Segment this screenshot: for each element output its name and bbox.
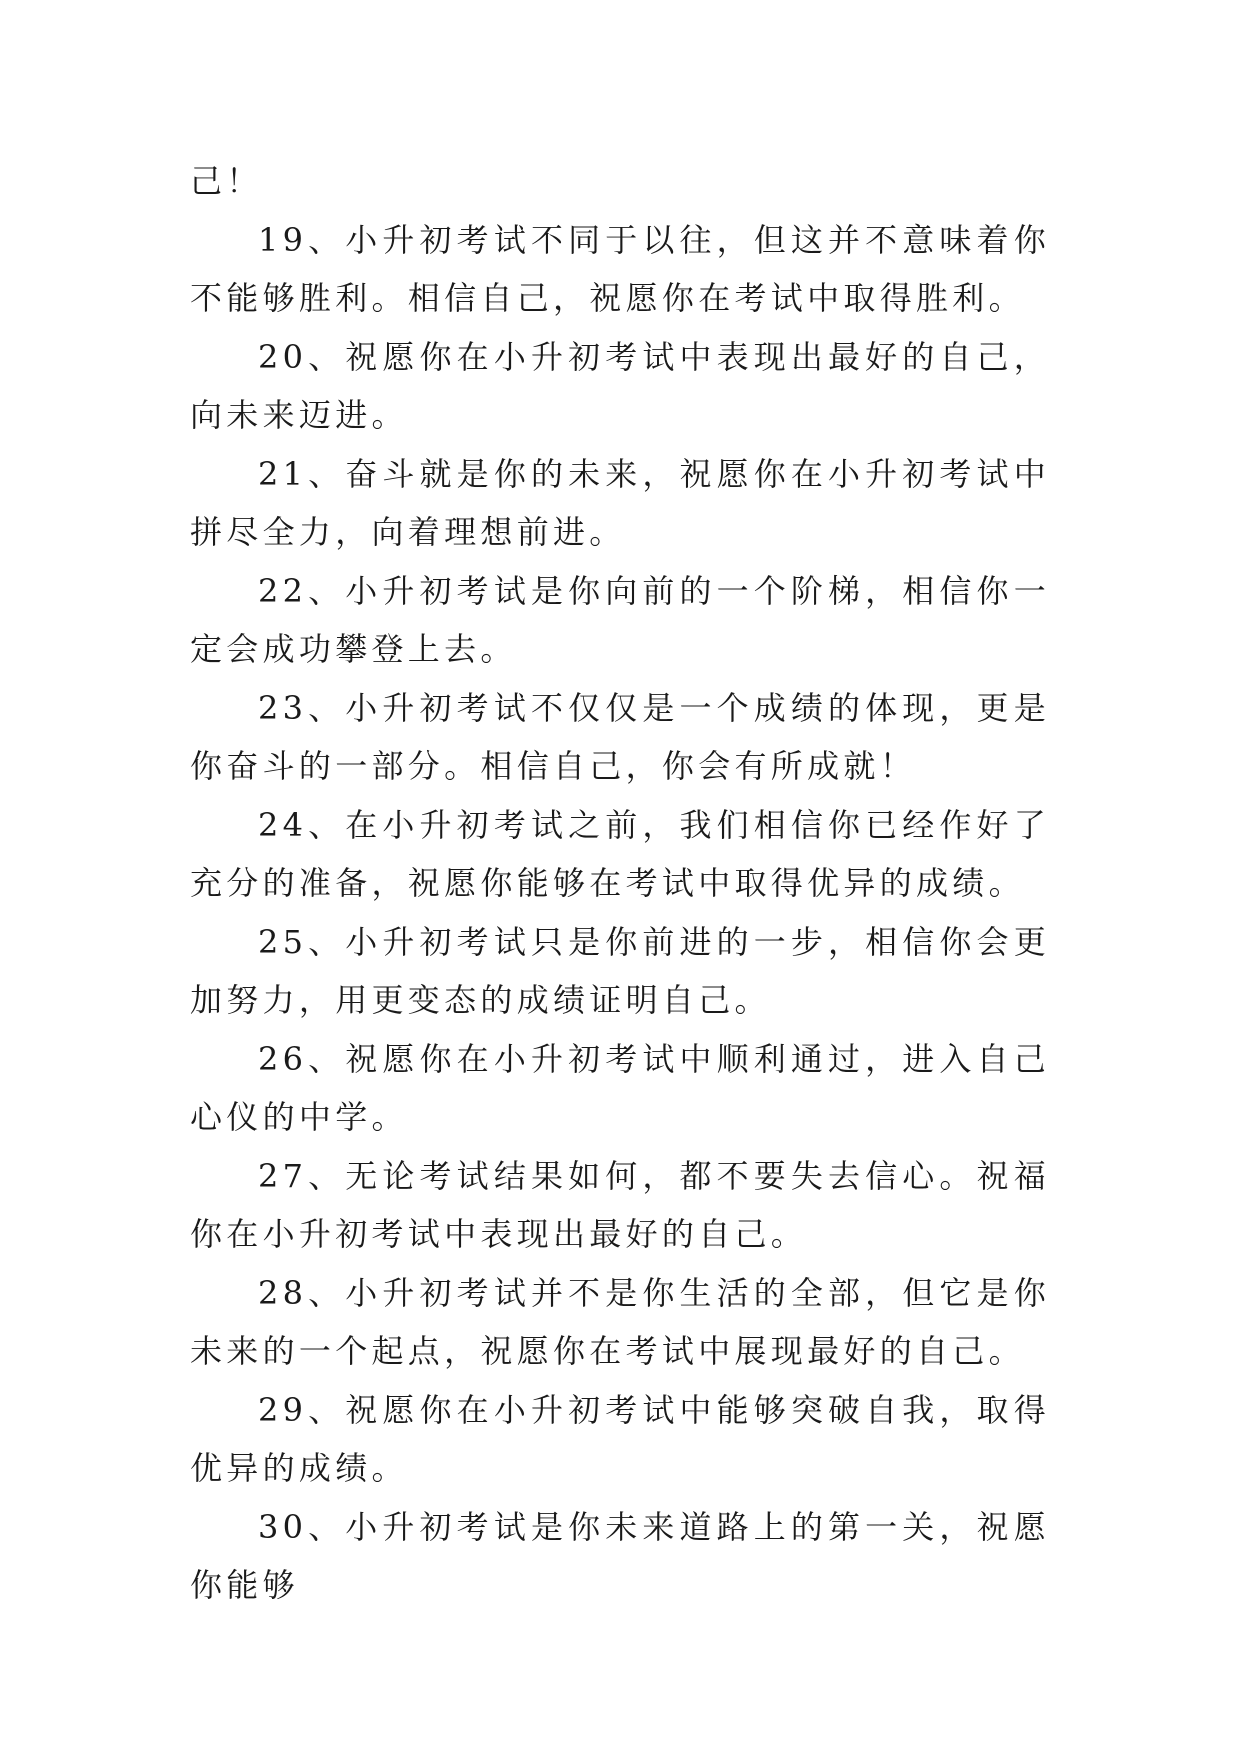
paragraph-24: 24、在小升初考试之前，我们相信你已经作好了充分的准备，祝愿你能够在考试中取得优异的成绩。 — [190, 805, 1050, 902]
paragraph-29: 29、祝愿你在小升初考试中能够突破自我，取得优异的成绩。 — [190, 1390, 1050, 1487]
paragraph-27: 27、无论考试结果如何，都不要失去信心。祝福你在小升初考试中表现出最好的自己。 — [190, 1156, 1050, 1253]
paragraph-20: 20、祝愿你在小升初考试中表现出最好的自己，向未来迈进。 — [190, 337, 1050, 434]
paragraph-21: 21、奋斗就是你的未来，祝愿你在小升初考试中拼尽全力，向着理想前进。 — [190, 454, 1050, 551]
document-body — [190, 152, 1050, 1615]
paragraph-30: 30、小升初考试是你未来道路上的第一关，祝愿你能够 — [190, 1507, 1050, 1604]
paragraph-26: 26、祝愿你在小升初考试中顺利通过，进入自己心仪的中学。 — [190, 1039, 1050, 1136]
paragraph-22: 22、小升初考试是你向前的一个阶梯，相信你一定会成功攀登上去。 — [190, 571, 1050, 668]
paragraph-25: 25、小升初考试只是你前进的一步，相信你会更加努力，用更变态的成绩证明自己。 — [190, 922, 1050, 1019]
paragraph-23: 23、小升初考试不仅仅是一个成绩的体现，更是你奋斗的一部分。相信自己，你会有所成就！ — [190, 688, 1050, 785]
paragraph-continuation: 己！ — [190, 162, 263, 200]
paragraph-19: 19、小升初考试不同于以往，但这并不意味着你不能够胜利。相信自己，祝愿你在考试中取得胜利。 — [190, 220, 1050, 317]
paragraph-28: 28、小升初考试并不是你生活的全部，但它是你未来的一个起点，祝愿你在考试中展现最好的自己。 — [190, 1273, 1050, 1370]
